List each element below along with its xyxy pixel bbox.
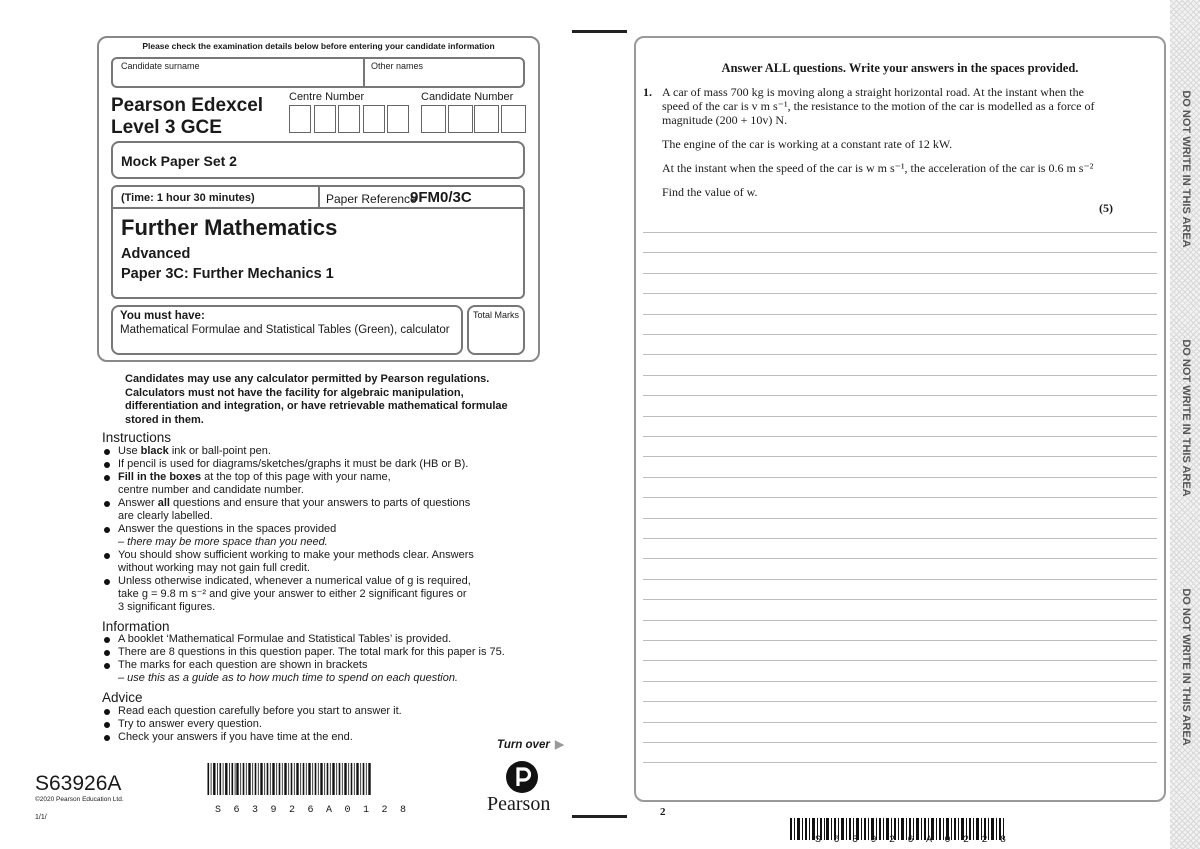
instruction-item: Unless otherwise indicated, whenever a numerical value of g is required, take g = 9.8 m s⁻² and give your answer to either 2 significant figures or 3 significant figures. <box>118 575 471 614</box>
candidate-surname-field[interactable] <box>111 57 366 88</box>
question-line: Find the value of w. <box>662 185 758 199</box>
answer-line[interactable] <box>643 742 1157 743</box>
other-names-label: Other names <box>371 61 424 71</box>
centre-digit-box[interactable] <box>289 105 311 133</box>
paper-code: S63926A <box>35 772 122 795</box>
exam-board <box>111 95 263 139</box>
advice-heading: Advice <box>102 690 143 705</box>
centre-digit-box[interactable] <box>387 105 409 133</box>
centre-number-boxes[interactable] <box>289 105 413 133</box>
instruction-item: Fill in the boxes at the top of this page with your name, centre number and candidate number. <box>118 471 391 497</box>
answer-line[interactable] <box>643 395 1157 396</box>
spine-mark-bottom <box>572 815 627 818</box>
bullet-icon <box>104 663 110 669</box>
advice-item: Check your answers if you have time at the end. <box>118 731 353 744</box>
margin-warning-bottom: DO NOT WRITE IN THIS AREA <box>1180 588 1192 746</box>
candidate-digit-box[interactable] <box>421 105 446 133</box>
triangle-right-icon: ▶ <box>555 739 564 751</box>
answer-line[interactable] <box>643 518 1157 519</box>
margin-warning-middle: DO NOT WRITE IN THIS AREA <box>1180 339 1192 497</box>
bullet-icon <box>104 722 110 728</box>
advice-item: Read each question carefully before you start to answer it. <box>118 705 402 718</box>
header-note: Please check the examination details below before entering your candidate information <box>142 41 495 51</box>
question-marks: (5) <box>1099 201 1113 215</box>
candidate-number-boxes[interactable] <box>421 105 525 133</box>
answer-line[interactable] <box>643 252 1157 253</box>
question-line: speed of the car is v m s⁻¹, the resistance to the motion of the car is modelled as a force of <box>662 99 1095 113</box>
bullet-icon <box>104 475 110 481</box>
answer-line[interactable] <box>643 497 1157 498</box>
barcode-left <box>187 763 392 795</box>
centre-digit-box[interactable] <box>338 105 360 133</box>
level: Advanced <box>121 246 191 262</box>
paper-reference-box <box>318 185 525 209</box>
other-names-field[interactable] <box>363 57 525 88</box>
instructions-heading: Instructions <box>102 430 172 445</box>
answer-line[interactable] <box>643 538 1157 539</box>
question-line: The engine of the car is working at a constant rate of 12 kW. <box>662 137 953 151</box>
answer-line[interactable] <box>643 701 1157 702</box>
answer-line[interactable] <box>643 436 1157 437</box>
answer-line[interactable] <box>643 681 1157 682</box>
answer-line[interactable] <box>643 314 1157 315</box>
question-line: magnitude (200 + 10v) N. <box>662 113 788 127</box>
information-item: There are 8 questions in this question paper. The total mark for this paper is 75. <box>118 646 505 659</box>
information-item: A booklet ‘Mathematical Formulae and Statistical Tables’ is provided. <box>118 633 451 646</box>
information-heading: Information <box>102 619 170 634</box>
bullet-icon <box>104 637 110 643</box>
answer-line[interactable] <box>643 456 1157 457</box>
barcode-left-digits: S63926A0128 <box>215 805 419 816</box>
paper-set-box <box>111 141 525 179</box>
bullet-icon <box>104 579 110 585</box>
centre-digit-box[interactable] <box>363 105 385 133</box>
must-have-text: Mathematical Formulae and Statistical Tables (Green), calculator <box>120 324 450 336</box>
answer-line[interactable] <box>643 660 1157 661</box>
bullet-icon <box>104 501 110 507</box>
instruction-item: You should show sufficient working to make your methods clear. Answers without working may not gain full credit. <box>118 549 474 575</box>
pearson-brand: Pearson <box>487 793 551 815</box>
answer-line[interactable] <box>643 620 1157 621</box>
paper-title: Paper 3C: Further Mechanics 1 <box>121 266 334 282</box>
time: (Time: 1 hour 30 minutes) <box>121 192 255 204</box>
bullet-icon <box>104 449 110 455</box>
turn-over: Turn over ▶ <box>497 739 564 751</box>
centre-digit-box[interactable] <box>314 105 336 133</box>
answer-line[interactable] <box>643 599 1157 600</box>
paper-reference-label: Paper Reference <box>326 192 417 206</box>
must-have-title: You must have: <box>120 310 205 322</box>
board-line1: Pearson Edexcel <box>111 95 264 116</box>
candidate-digit-box[interactable] <box>501 105 526 133</box>
centre-number-label: Centre Number <box>289 91 365 103</box>
bullet-icon <box>104 553 110 559</box>
information-item: The marks for each question are shown in brackets – use this as a guide as to how much time to spend on each question. <box>118 659 458 685</box>
instruction-item: If pencil is used for diagrams/sketches/graphs it must be dark (HB or B). <box>118 458 468 471</box>
answer-line[interactable] <box>643 477 1157 478</box>
bullet-icon <box>104 709 110 715</box>
answer-line[interactable] <box>643 232 1157 233</box>
answer-line[interactable] <box>643 375 1157 376</box>
print-code: 1/1/ <box>35 814 47 821</box>
answer-line[interactable] <box>643 354 1157 355</box>
candidate-number-label: Candidate Number <box>421 91 514 103</box>
margin-warning-top: DO NOT WRITE IN THIS AREA <box>1180 90 1192 248</box>
paper-reference-code: 9FM0/3C <box>410 189 472 206</box>
answer-line[interactable] <box>643 416 1157 417</box>
answer-line[interactable] <box>643 558 1157 559</box>
subject: Further Mathematics <box>121 215 338 240</box>
answer-line[interactable] <box>643 334 1157 335</box>
candidate-digit-box[interactable] <box>448 105 473 133</box>
answer-line[interactable] <box>643 273 1157 274</box>
answer-heading: Answer ALL questions. Write your answers in the spaces provided. <box>721 61 1079 75</box>
bullet-icon <box>104 462 110 468</box>
calculator-notice: Candidates may use any calculator permitted by Pearson regulations. Calculators must not have the facility for algebraic manipulation, differentiation and integration, or have retrievable mathematical formulae stored in them. <box>125 373 508 426</box>
question-text <box>662 85 1142 199</box>
total-marks-box[interactable] <box>467 305 525 355</box>
instruction-item: Use black ink or ball-point pen. <box>118 445 271 458</box>
subject-box <box>111 207 525 299</box>
candidate-surname-label: Candidate surname <box>121 61 200 71</box>
answer-line[interactable] <box>643 640 1157 641</box>
question-number: 1. <box>643 85 652 99</box>
advice-item: Try to answer every question. <box>118 718 262 731</box>
page-number: 2 <box>660 806 666 818</box>
bullet-icon <box>104 735 110 741</box>
time-box <box>111 185 320 209</box>
bullet-icon <box>104 650 110 656</box>
candidate-digit-box[interactable] <box>474 105 499 133</box>
pearson-logo-icon <box>506 761 538 793</box>
board-line2: Level 3 GCE <box>111 117 222 138</box>
question-line: At the instant when the speed of the car is w m s⁻¹, the acceleration of the car is 0.6 m s⁻² <box>662 161 1094 175</box>
answer-line[interactable] <box>643 579 1157 580</box>
instruction-item: Answer the questions in the spaces provided – there may be more space than you need. <box>118 523 336 549</box>
copyright: ©2020 Pearson Education Ltd. <box>35 796 124 803</box>
bullet-icon <box>104 527 110 533</box>
answer-line[interactable] <box>643 722 1157 723</box>
paper-set: Mock Paper Set 2 <box>121 153 237 169</box>
must-have-box <box>111 305 463 355</box>
instruction-item: Answer all questions and ensure that your answers to parts of questions are clearly labelled. <box>118 497 470 523</box>
spine-mark-top <box>572 30 627 33</box>
answer-line[interactable] <box>643 762 1157 763</box>
question-line: A car of mass 700 kg is moving along a straight horizontal road. At the instant when the <box>662 85 1084 99</box>
barcode-right-digits: S63926A0228 <box>815 835 1019 846</box>
answer-line[interactable] <box>643 293 1157 294</box>
total-marks-label: Total Marks <box>472 310 519 320</box>
